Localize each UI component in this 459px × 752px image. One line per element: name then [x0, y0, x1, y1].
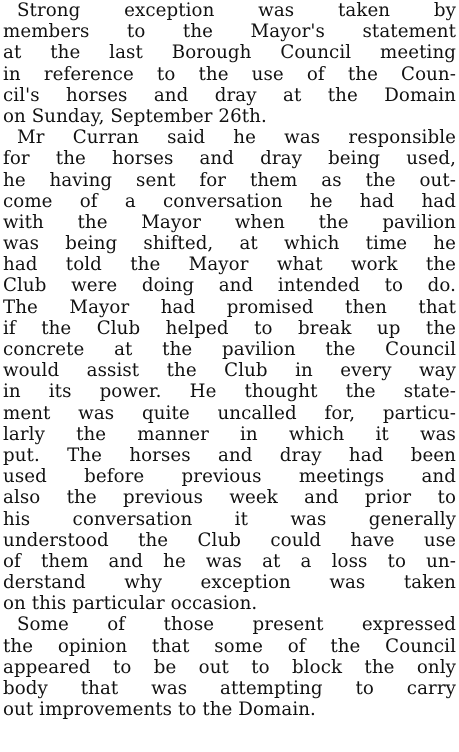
text-line: also the previous week and prior to	[3, 487, 456, 509]
text-line: ment was quite uncalled for, particu-	[3, 402, 456, 424]
text-line: cil's horses and dray at the Domain	[3, 84, 456, 106]
paragraph-3	[3, 614, 456, 720]
text-line: put. The horses and dray had been	[3, 444, 456, 466]
text-line: The Mayor had promised then that	[3, 296, 456, 318]
text-line: Club were doing and intended to do.	[3, 275, 456, 297]
text-line: Strong exception was taken by	[17, 0, 456, 21]
text-line: he having sent for them as the out-	[3, 169, 456, 191]
text-line: his conversation it was generally	[3, 508, 456, 530]
text-line: understood the Club could have use	[3, 529, 456, 551]
text-line: if the Club helped to break up the	[3, 317, 456, 339]
text-line: was being shifted, at which time he	[3, 233, 456, 255]
text-line: with the Mayor when the pavilion	[3, 211, 456, 233]
text-line: concrete at the pavilion the Council	[3, 339, 456, 360]
text-line: come of a conversation he had had	[3, 190, 456, 212]
newspaper-article	[3, 0, 456, 720]
text-line: in its power. He thought the state-	[3, 381, 456, 403]
text-line: had told the Mayor what work the	[3, 254, 456, 276]
paragraph-1	[3, 0, 456, 127]
text-line: of them and he was at a loss to un-	[3, 550, 456, 572]
text-line: the opinion that some of the Council	[3, 635, 456, 657]
text-line: on this particular occasion.	[3, 593, 258, 615]
text-line: would assist the Club in every way	[3, 360, 456, 382]
text-line: derstand why exception was taken	[3, 572, 456, 594]
text-line: body that was attempting to carry	[3, 678, 456, 699]
text-line: appeared to be out to block the only	[3, 656, 456, 678]
text-line: on Sunday, September 26th.	[3, 105, 267, 127]
text-line: members to the Mayor's statement	[3, 21, 456, 43]
text-line: used before previous meetings and	[3, 466, 456, 488]
text-line: out improvements to the Domain.	[3, 699, 316, 721]
text-line: in reference to the use of the Coun-	[3, 63, 456, 85]
text-line: Some of those present expressed	[17, 614, 456, 636]
paragraph-2	[3, 127, 456, 614]
text-line: Mr Curran said he was responsible	[17, 127, 456, 149]
text-line: for the horses and dray being used,	[3, 148, 456, 170]
text-line: larly the manner in which it was	[3, 423, 456, 445]
text-line: at the last Borough Council meeting	[3, 42, 456, 64]
